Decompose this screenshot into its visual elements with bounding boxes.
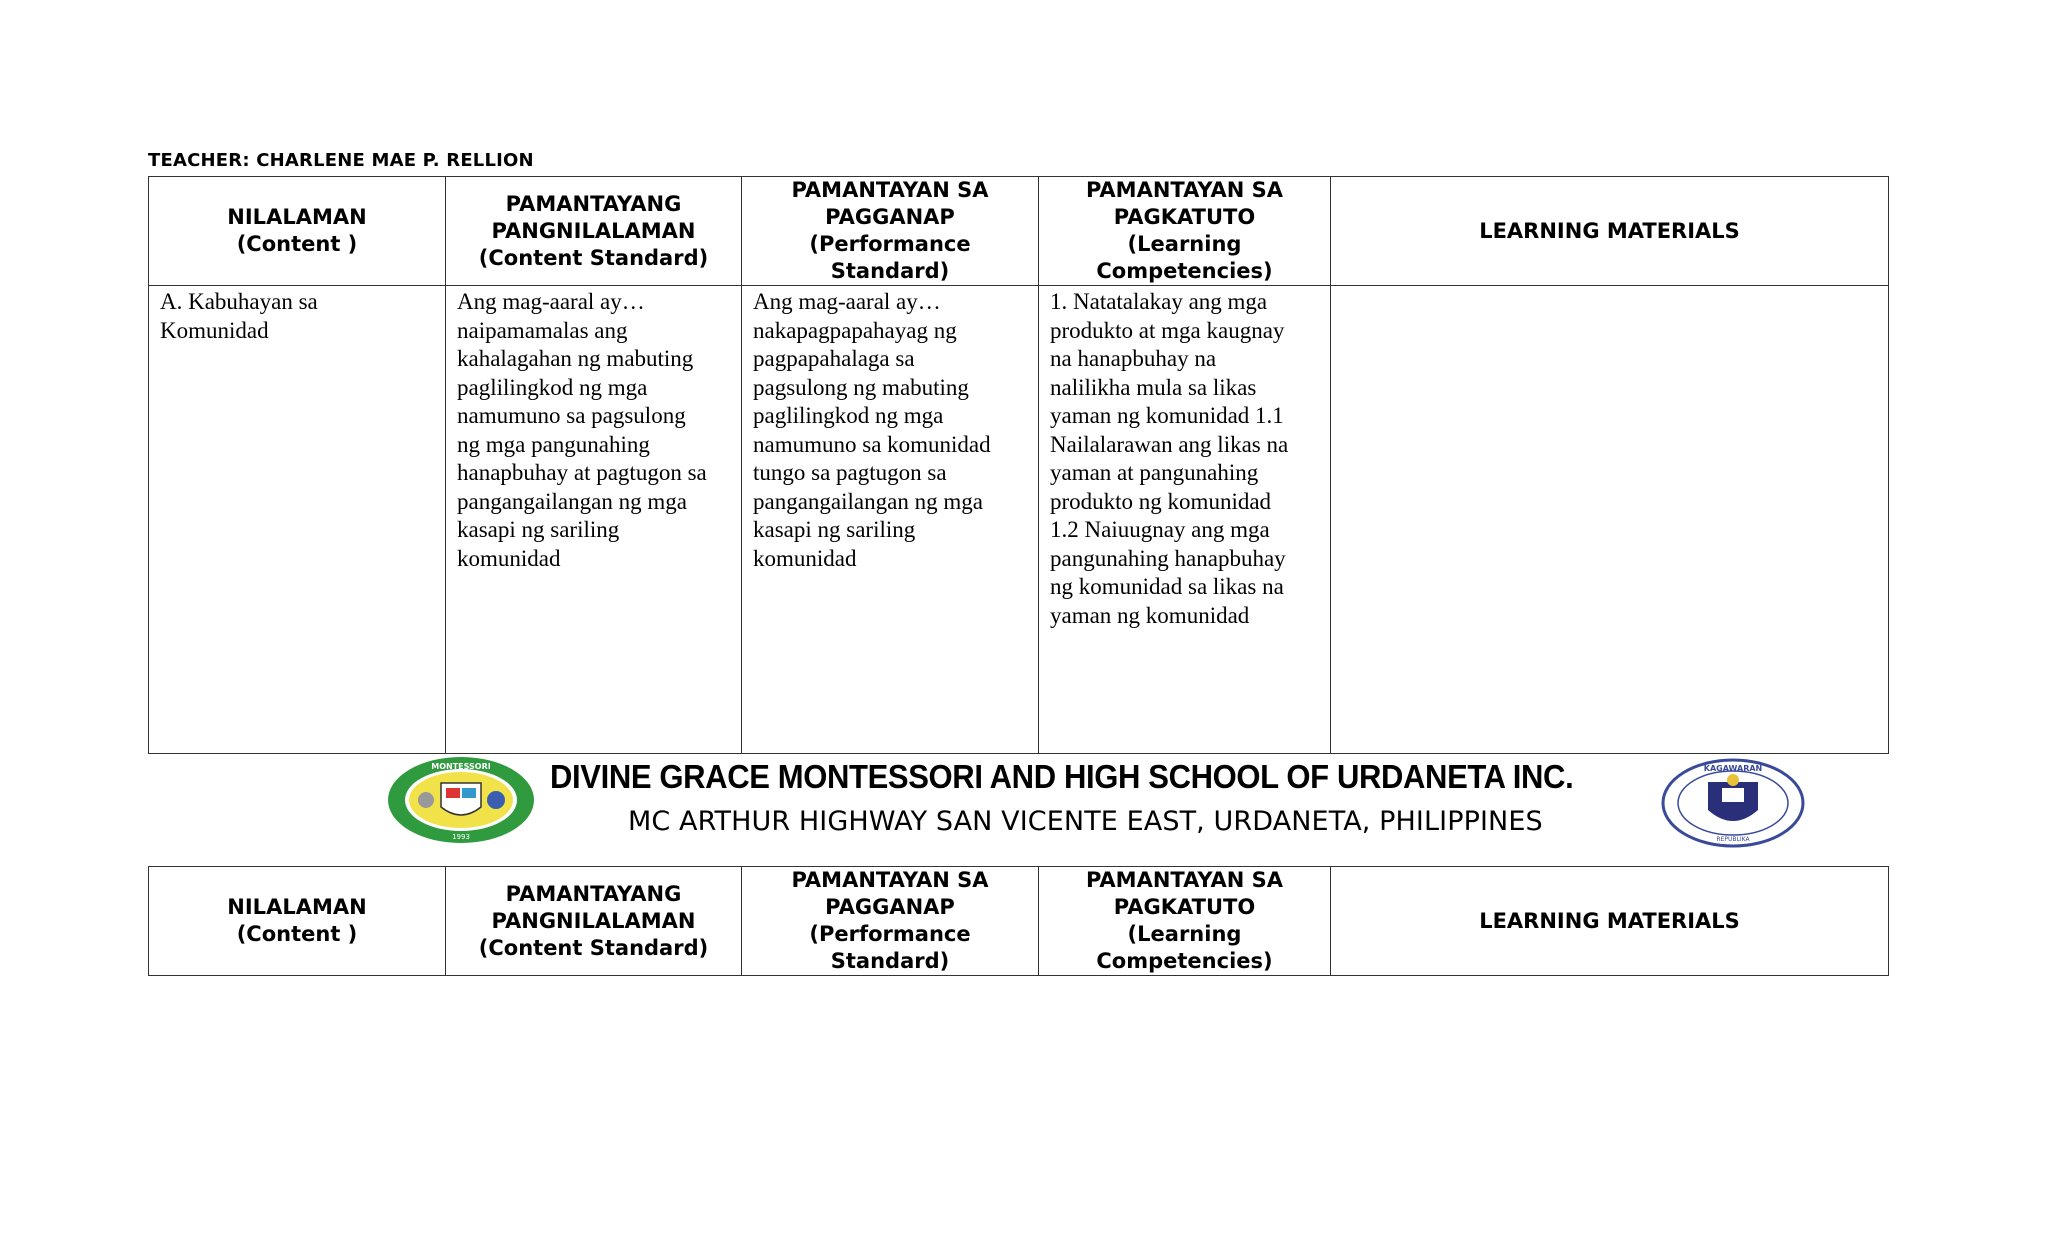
header-learning-competencies: [1039, 867, 1331, 976]
svg-text:1993: 1993: [452, 833, 470, 841]
text-line: PANGNILALAMAN: [491, 218, 696, 243]
header-learning-competencies: [1039, 177, 1331, 286]
text-line: komunidad: [753, 545, 857, 571]
curriculum-table-continued: [148, 866, 1889, 976]
text-line: (Learning: [1127, 922, 1242, 946]
text-line: naipamamalas ang: [457, 317, 628, 343]
text-line: paglilingkod ng mga: [457, 374, 648, 400]
header-content-standard: [446, 867, 742, 976]
text-line: (Performance: [809, 922, 971, 946]
text-line: tungo sa pagtugon sa: [753, 460, 947, 485]
table-row: [149, 286, 1889, 754]
text-line: yaman ng komunidad 1.1: [1050, 403, 1284, 428]
text-line: produkto at mga kaugnay: [1050, 317, 1285, 343]
text-line: (Performance: [809, 232, 971, 256]
header-performance-standard: [742, 177, 1039, 286]
text-line: PAMANTAYAN SA: [791, 868, 989, 892]
cell-learning-materials: [1331, 286, 1889, 754]
text-line: LEARNING MATERIALS: [1479, 218, 1740, 243]
header-learning-materials: [1331, 177, 1889, 286]
text-line: PAMANTAYAN SA: [1085, 868, 1284, 892]
text-line: 1.2 Naiuugnay ang mga: [1050, 517, 1270, 542]
text-line: PAGGANAP: [825, 205, 955, 229]
text-line: kasapi ng sariling: [753, 517, 916, 542]
text-line: Standard): [830, 949, 950, 973]
cell-learning-competencies: [1039, 286, 1331, 754]
text-line: ng komunidad sa likas na: [1050, 574, 1284, 599]
text-line: namumuno sa pagsulong: [457, 403, 686, 428]
text-line: nalilikha mula sa likas: [1050, 374, 1257, 400]
text-line: pangangailangan ng mga: [753, 488, 983, 514]
text-line: komunidad: [457, 545, 561, 571]
text-line: kasapi ng sariling: [457, 517, 620, 542]
text-line: 1. Natatalakay ang mga: [1050, 289, 1268, 314]
text-line: (Content Standard): [478, 935, 709, 960]
text-line: namumuno sa komunidad: [753, 431, 991, 457]
text-line: LEARNING MATERIALS: [1479, 908, 1740, 933]
text-line: Nailalarawan ang likas na: [1050, 431, 1289, 457]
text-line: Ang mag-aaral ay…: [457, 289, 645, 314]
header-learning-materials: [1331, 867, 1889, 976]
text-line: pangunahing hanapbuhay: [1050, 545, 1286, 571]
text-line: (Content ): [236, 922, 358, 946]
text-line: (Content ): [236, 232, 358, 256]
school-address: MC ARTHUR HIGHWAY SAN VICENTE EAST, URDANETA, PHILIPPINES: [628, 806, 1543, 837]
header-content: [149, 867, 446, 976]
header-content: [149, 177, 446, 286]
text-line: paglilingkod ng mga: [753, 403, 944, 428]
text-line: Competencies): [1096, 259, 1273, 283]
svg-text:REPUBLIKA: REPUBLIKA: [1716, 836, 1750, 843]
school-seal-logo: [386, 755, 536, 845]
header-performance-standard: [742, 867, 1039, 976]
text-line: (Learning: [1127, 232, 1242, 256]
text-line: (Content Standard): [478, 245, 709, 270]
text-line: PAMANTAYANG: [505, 881, 682, 906]
text-line: Standard): [830, 259, 950, 283]
text-line: PAMANTAYAN SA: [791, 178, 989, 202]
curriculum-table: [148, 176, 1889, 754]
text-line: PAGKATUTO: [1113, 895, 1256, 919]
table-header-row: [149, 867, 1889, 976]
text-line: PAMANTAYAN SA: [1085, 178, 1284, 202]
text-line: nakapagpapahayag ng: [753, 317, 957, 343]
text-line: pangangailangan ng mga: [457, 488, 687, 514]
text-line: Komunidad: [160, 317, 269, 343]
text-line: pagsulong ng mabuting: [753, 374, 969, 400]
cell-content: [149, 286, 446, 754]
table-header-row: [149, 177, 1889, 286]
header-content-standard: [446, 177, 742, 286]
text-line: PAGGANAP: [825, 895, 955, 919]
text-line: produkto ng komunidad: [1050, 488, 1272, 514]
text-line: Ang mag-aaral ay…: [753, 289, 941, 314]
text-line: PANGNILALAMAN: [491, 908, 696, 933]
text-line: PAMANTAYANG: [505, 191, 682, 216]
svg-text:KAGAWARAN: KAGAWARAN: [1703, 764, 1763, 773]
text-line: A. Kabuhayan sa: [160, 289, 318, 314]
text-line: yaman ng komunidad: [1050, 602, 1250, 628]
cell-content-standard: [446, 286, 742, 754]
text-line: yaman at pangunahing: [1050, 460, 1259, 485]
deped-seal-logo: [1660, 758, 1806, 848]
school-name: DIVINE GRACE MONTESSORI AND HIGH SCHOOL OF URDANETA INC.: [550, 758, 1574, 795]
text-line: kahalagahan ng mabuting: [457, 346, 694, 371]
svg-text:MONTESSORI: MONTESSORI: [431, 762, 491, 771]
text-line: NILALAMAN: [227, 205, 367, 229]
cell-performance-standard: [742, 286, 1039, 754]
text-line: hanapbuhay at pagtugon sa: [457, 460, 707, 485]
text-line: na hanapbuhay na: [1050, 346, 1217, 371]
text-line: PAGKATUTO: [1113, 205, 1256, 229]
teacher-name: TEACHER: CHARLENE MAE P. RELLION: [148, 150, 534, 171]
text-line: ng mga pangunahing: [457, 431, 650, 457]
text-line: NILALAMAN: [227, 895, 367, 919]
text-line: Competencies): [1096, 949, 1273, 973]
text-line: pagpapahalaga sa: [753, 346, 915, 371]
